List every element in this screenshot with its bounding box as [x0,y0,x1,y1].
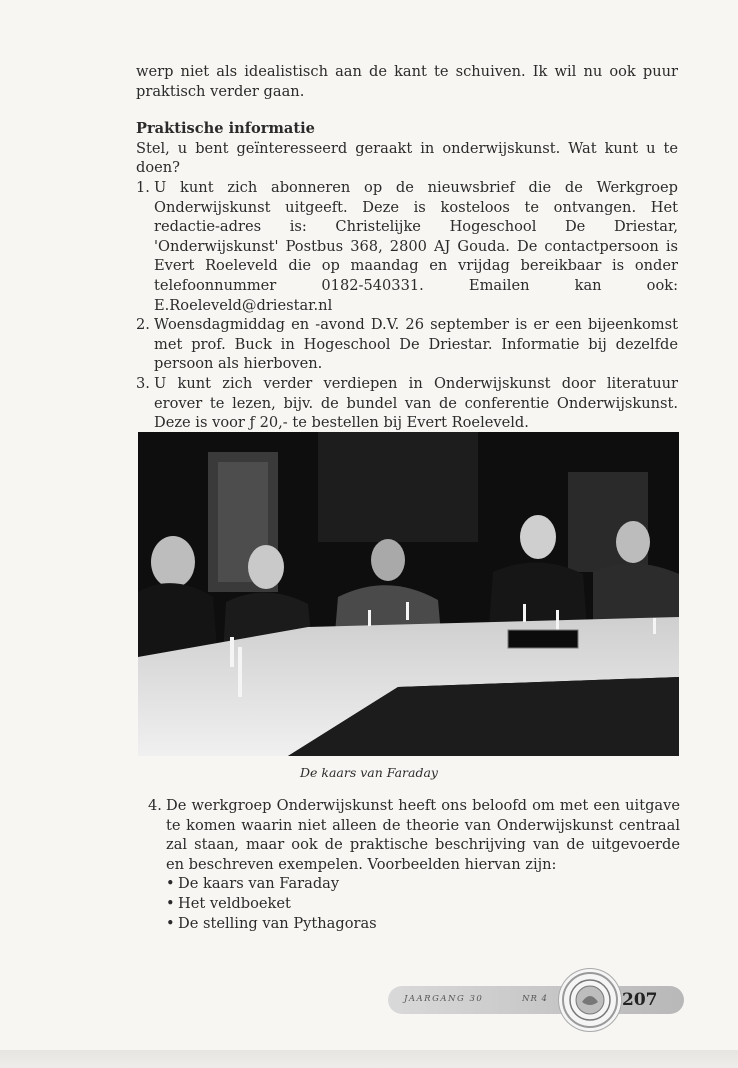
page-number: 207 [622,990,658,1010]
list-number: 1. [136,178,150,196]
meeting-photo [138,432,679,756]
list-item [136,374,678,433]
list-number: 4. [148,797,162,814]
intro-paragraph: werp niet als idealistisch aan de kant te schuiven. Ik wil nu ook puur praktisch verder gaan. [136,63,678,100]
seal-icon [562,972,618,1028]
example-list [148,874,680,933]
photo-caption: De kaars van Faraday [300,765,438,780]
text-column [136,62,678,433]
info-list [136,178,678,433]
footer-issue: NR 4 [522,994,548,1004]
list-text: De werkgroep Onderwijskunst heeft ons beloofd om met een uitgave te komen waarin niet alleen de theorie van Onderwijskunst centraal zal staan, maar ook de praktische beschrijving van de uitgevoerde en beschreven exempelen. Voorbeelden hiervan zijn: [166,797,680,873]
bullet-item: • De kaars van Faraday [166,874,680,894]
list-number: 2. [136,316,150,334]
list-number: 3. [136,374,150,392]
section-heading: Praktische informatie [136,120,315,138]
list-item [148,796,680,874]
bullet-item: • Het veldboeket [166,894,680,914]
lead-paragraph: Stel, u bent geïnteresseerd geraakt in onderwijskunst. Wat kunt u te doen? [136,139,678,177]
page-edge [0,1050,738,1068]
list-item [136,315,678,374]
list-text: Woensdagmiddag en -avond D.V. 26 september is er een bijeenkomst met prof. Buck in Hogeschool De Driestar. Informatie bij dezelfde persoon als hierboven. [154,316,678,373]
list-item [136,178,678,315]
info-list-continued [148,796,680,874]
bullet-item: • De stelling van Pythagoras [166,914,680,934]
photo-image [138,432,679,756]
text-column-lower [148,796,680,933]
list-text: U kunt zich verder verdiepen in Onderwijskunst door literatuur erover te lezen, bijv. de bundel van de conferentie Onderwijskunst. Deze is voor ƒ 20,- te bestellen bij Evert Roeleveld. [154,374,678,432]
footer-volume: JAARGANG 30 [404,994,484,1004]
list-text: U kunt zich abonneren op de nieuwsbrief die de Werkgroep Onderwijskunst uitgeeft. Deze is kosteloos te ontvangen. Het redactie-adres is: Christelijke Hogeschool De Driestar, 'Onderwijskunst' Postbus 368, 2800 AJ Gouda. De contactpersoon is Evert Roeleveld die op maandag en vrijdag bereikbaar is onder telefoonnummer 0182-540331. Emailen kan ook: E.Roeleveld@driestar.nl [154,178,678,314]
